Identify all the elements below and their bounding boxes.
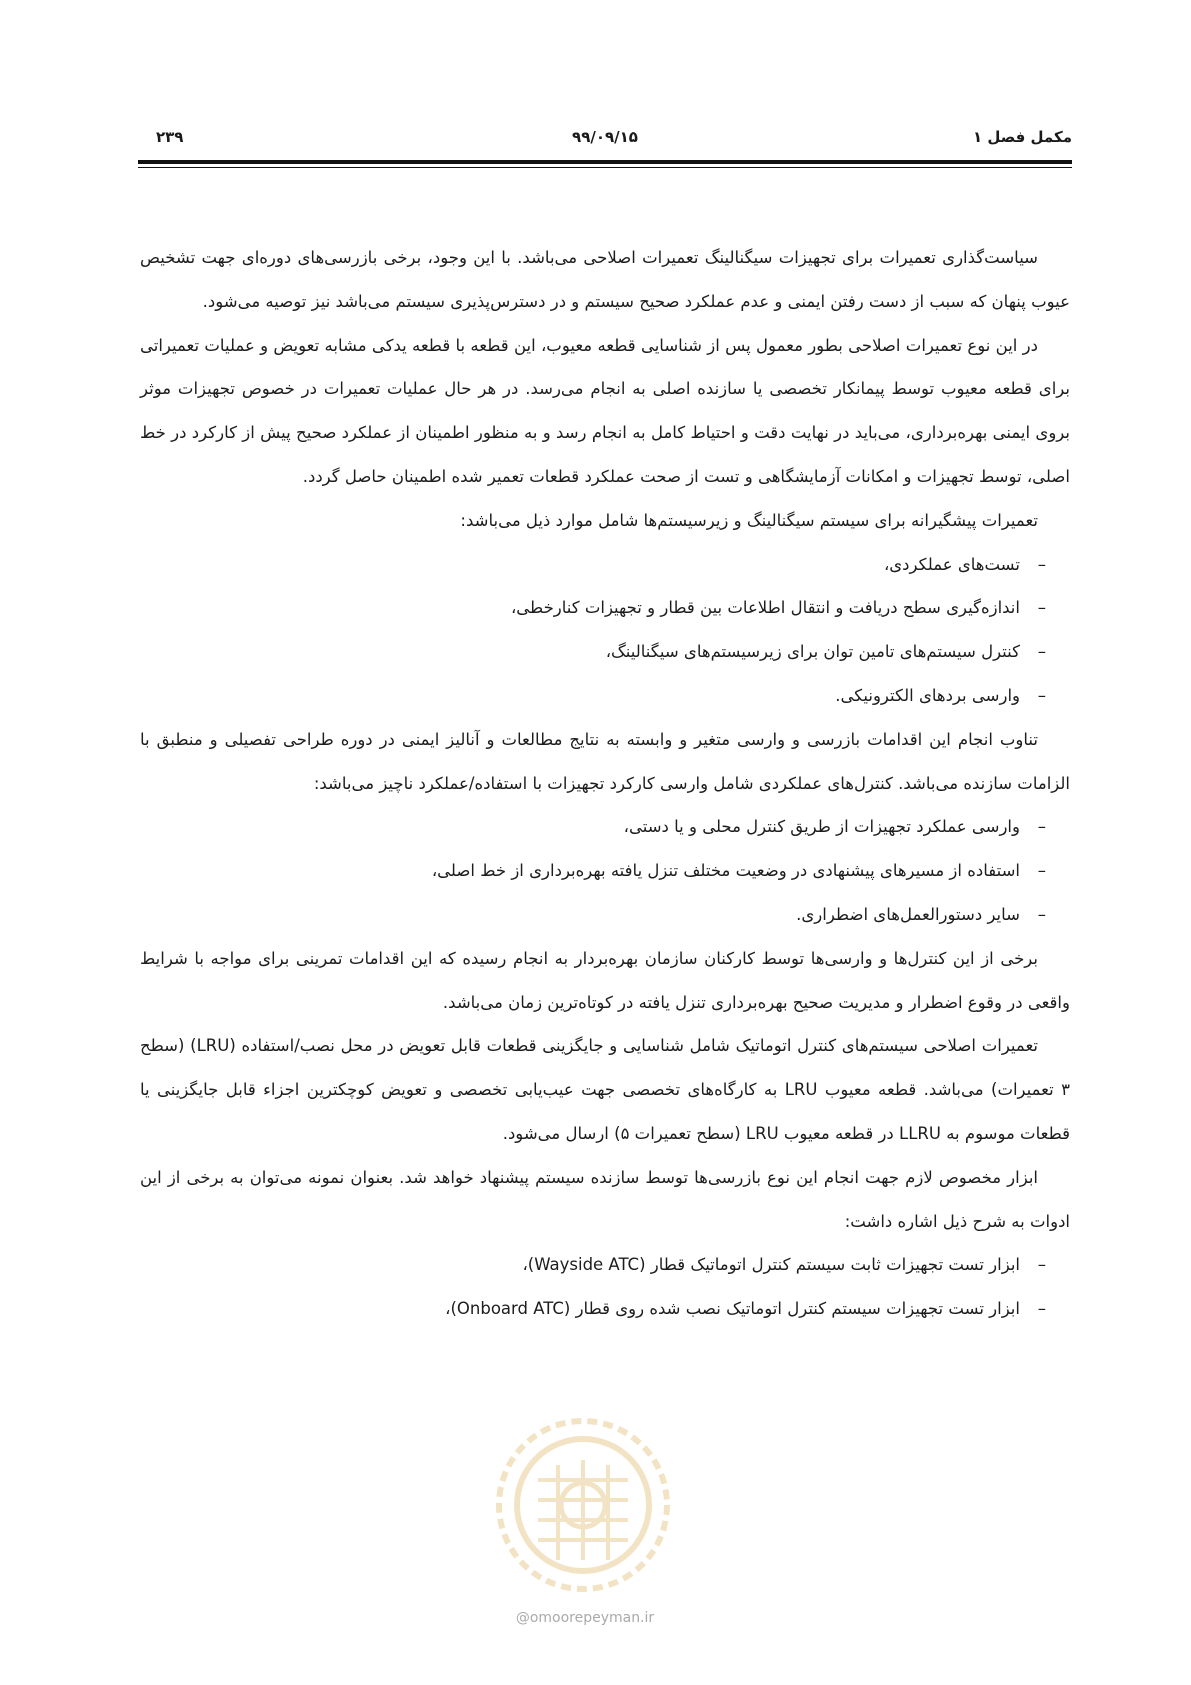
bullet-dash: – <box>1037 598 1046 618</box>
list-tools <box>140 1243 1070 1331</box>
paragraph-corrective: در این نوع تعمیرات اصلاحی بطور معمول پس از شناسایی قطعه معیوب، این قطعه با قطعه یدکی مشابه تعویض و عملیات تعمیراتی برای قطعه معیوب توسط پیمانکار تخصصی یا سازنده اصلی به انجام می‌رسد. در هر حال عملیات تعمیرات در خصوص تجهیزات موثر بروی ایمنی بهره‌برداری، می‌باید در نهایت دقت و احتیاط کامل به انجام رسد و به منظور اطمینان از عملکرد صحیح پیش از کارکرد در خط اصلی، توسط تجهیزات و امکانات آزمایشگاهی و تست از صحت عملکرد قطعات تعمیر شده اطمینان حاصل گردد. <box>140 335 1070 486</box>
bullet-dash: – <box>1037 904 1046 924</box>
body-text <box>140 236 1070 1331</box>
list-item: – ابزار تست تجهیزات ثابت سیستم کنترل اتوماتیک قطار (Wayside ATC)، <box>140 1243 1046 1287</box>
list-item: – وارسی بردهای الکترونیکی. <box>140 674 1046 718</box>
paragraph-policy: سیاست‌گذاری تعمیرات برای تجهیزات سیگنالینگ تعمیرات اصلاحی می‌باشد. با این وجود، برخی بازرسی‌های دوره‌ای جهت تشخیص عیوب پنهان که سبب از دست رفتن ایمنی و عدم عملکرد صحیح سیستم و در دسترس‌پذیری سیستم می‌باشد نیز توصیه می‌شود. <box>140 248 1070 311</box>
paragraph-tools-intro: ابزار مخصوص لازم جهت انجام این نوع بازرسی‌ها توسط سازنده سیستم پیشنهاد خواهد شد. بعنوان نمونه می‌توان به برخی از این ادوات به شرح ذیل اشاره داشت: <box>140 1167 1070 1231</box>
paragraph-staff-drills: برخی از این کنترل‌ها و وارسی‌ها توسط کارکنان سازمان بهره‌بردار به انجام رسیده که این اقدامات تمرینی برای مواجه با شرایط واقعی در وقوع اضطرار و مدیریت صحیح بهره‌برداری تنزل یافته در کوتاه‌ترین زمان می‌باشد. <box>140 948 1070 1012</box>
watermark-text: @omoorepeyman.ir <box>515 1610 655 1626</box>
bullet-dash: – <box>1037 554 1046 574</box>
list-item: – کنترل سیستم‌های تامین توان برای زیرسیستم‌های سیگنالینگ، <box>140 630 1046 674</box>
list-preventive <box>140 543 1070 718</box>
list-functional <box>140 805 1070 936</box>
paragraph-frequency: تناوب انجام این اقدامات بازرسی و وارسی متغیر و وابسته به نتایج مطالعات و آنالیز ایمنی در دوره طراحی تفصیلی و منطبق با الزامات سازنده می‌باشد. کنترل‌های عملکردی شامل وارسی کارکرد تجهیزات با استفاده/عملکرد ناچیز می‌باشد: <box>140 729 1070 793</box>
list-item: – ابزار تست تجهیزات سیستم کنترل اتوماتیک نصب شده روی قطار (Onboard ATC)، <box>140 1287 1046 1331</box>
header-rule-thin <box>138 167 1072 168</box>
bullet-dash: – <box>1037 642 1046 662</box>
header-chapter: مکمل فصل ۱ <box>972 128 1072 146</box>
header-date: ۹۹/۰۹/۱۵ <box>572 128 638 146</box>
list-item: – تست‌های عملکردی، <box>140 543 1046 587</box>
list-item: – اندازه‌گیری سطح دریافت و انتقال اطلاعات بین قطار و تجهیزات کنارخطی، <box>140 586 1046 630</box>
bullet-dash: – <box>1037 1299 1046 1319</box>
paragraph-lru: تعمیرات اصلاحی سیستم‌های کنترل اتوماتیک شامل شناسایی و جایگزینی قطعات قابل تعویض در محل نصب/استفاده (LRU) (سطح ۳ تعمیرات) می‌باشد. قطعه معیوب LRU به کارگاه‌های تخصصی جهت عیب‌یابی تخصصی و تعویض کوچکترین اجزاء قابل جایگزینی یا قطعات موسوم به LLRU در قطعه معیوب LRU (سطح تعمیرات ۵) ارسال می‌شود. <box>140 1036 1070 1143</box>
paragraph-preventive-intro: تعمیرات پیشگیرانه برای سیستم سیگنالینگ و زیرسیستم‌ها شامل موارد ذیل می‌باشد: <box>460 510 1038 530</box>
bullet-dash: – <box>1037 861 1046 881</box>
list-item: – سایر دستورالعمل‌های اضطراری. <box>140 893 1046 937</box>
bullet-dash: – <box>1037 1255 1046 1275</box>
list-item: – وارسی عملکرد تجهیزات از طریق کنترل محلی و یا دستی، <box>140 805 1046 849</box>
bullet-dash: – <box>1037 817 1046 837</box>
watermark-seal-icon <box>488 1410 678 1600</box>
header-rule-thick <box>138 160 1072 164</box>
header-page-number: ۲۳۹ <box>156 128 184 146</box>
page-header <box>138 128 1072 152</box>
list-item: – استفاده از مسیرهای پیشنهادی در وضعیت مختلف تنزل یافته بهره‌برداری از خط اصلی، <box>140 849 1046 893</box>
bullet-dash: – <box>1037 685 1046 705</box>
